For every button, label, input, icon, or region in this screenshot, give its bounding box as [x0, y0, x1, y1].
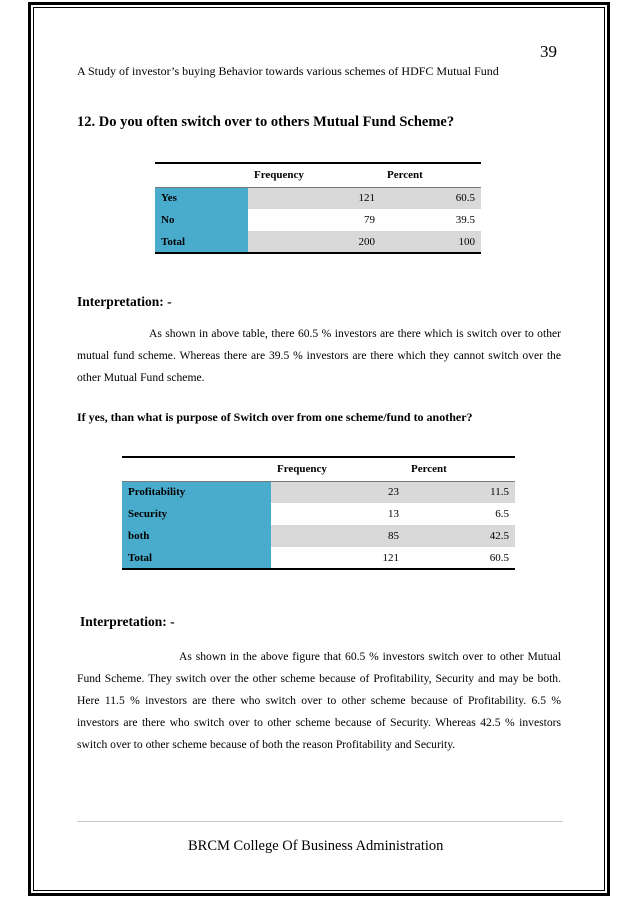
table-header-row	[122, 457, 515, 481]
row-frequency: 85	[271, 525, 405, 547]
row-frequency: 79	[364, 214, 375, 226]
row-label: Profitability	[122, 481, 271, 503]
row-percent: 11.5	[405, 481, 515, 503]
row-label: Security	[122, 503, 271, 525]
row-frequency: 121	[382, 551, 399, 564]
row-label: Total	[155, 231, 248, 253]
table-header-percent: Percent	[387, 169, 423, 182]
table-header-frequency: Frequency	[277, 463, 327, 476]
running-header: A Study of investor’s buying Behavior towards various schemes of HDFC Mutual Fund	[77, 64, 499, 78]
row-frequency: 23	[271, 481, 405, 503]
row-percent: 60.5	[489, 551, 509, 564]
table-header-percent: Percent	[411, 463, 447, 476]
row-percent: 39.5	[455, 214, 475, 226]
row-frequency: 200	[248, 231, 381, 253]
table-header-frequency: Frequency	[254, 169, 304, 182]
table-header-blank	[155, 163, 248, 187]
table-header-blank	[122, 457, 271, 481]
question-heading: 12. Do you often switch over to others Mutual Fund Scheme?	[77, 114, 455, 130]
row-percent: 42.5	[405, 525, 515, 547]
table-row	[155, 231, 481, 253]
table-row	[122, 481, 515, 503]
row-label: No	[155, 209, 248, 231]
table-row	[122, 503, 515, 525]
table-header-row	[155, 163, 481, 187]
table-row	[122, 525, 515, 547]
table-row	[155, 187, 481, 209]
row-frequency: 121	[248, 187, 381, 209]
interpretation-heading: Interpretation: -	[80, 614, 175, 629]
table-row	[122, 547, 515, 569]
interpretation-paragraph: As shown in the above figure that 60.5 % investors switch over to other Mutual Fund Scheme. They switch over the other scheme because of Profitability, Security and may be both. Here 11.5 % investors are there who switch over to other scheme because of Profitability. 6.5 % investors are there who switch over to other scheme because of Security. Whereas 42.5 % investors switch over to other scheme because of both the reason Profitability and Security.	[77, 650, 561, 751]
interpretation-heading: Interpretation: -	[77, 294, 172, 309]
interpretation-paragraph: As shown in above table, there 60.5 % investors are there which is switch over to other mutual fund scheme. Whereas there are 39.5 % investors are there which they cannot switch over the other Mutual Fund scheme.	[77, 327, 561, 384]
row-frequency: 13	[388, 508, 399, 520]
row-label: Yes	[155, 187, 248, 209]
row-percent: 60.5	[381, 187, 481, 209]
footer-divider	[77, 821, 563, 822]
row-label: Total	[122, 547, 271, 569]
row-label: both	[122, 525, 271, 547]
switch-frequency-table	[155, 162, 481, 254]
page-border-inner	[33, 7, 605, 891]
row-percent: 100	[381, 231, 481, 253]
switch-purpose-table	[122, 456, 515, 570]
footer-text: BRCM College Of Business Administration	[188, 838, 444, 854]
subquestion-heading: If yes, than what is purpose of Switch over from one scheme/fund to another?	[77, 410, 473, 424]
page-number: 39	[540, 42, 557, 61]
row-percent: 6.5	[495, 508, 509, 520]
table-row	[155, 209, 481, 231]
